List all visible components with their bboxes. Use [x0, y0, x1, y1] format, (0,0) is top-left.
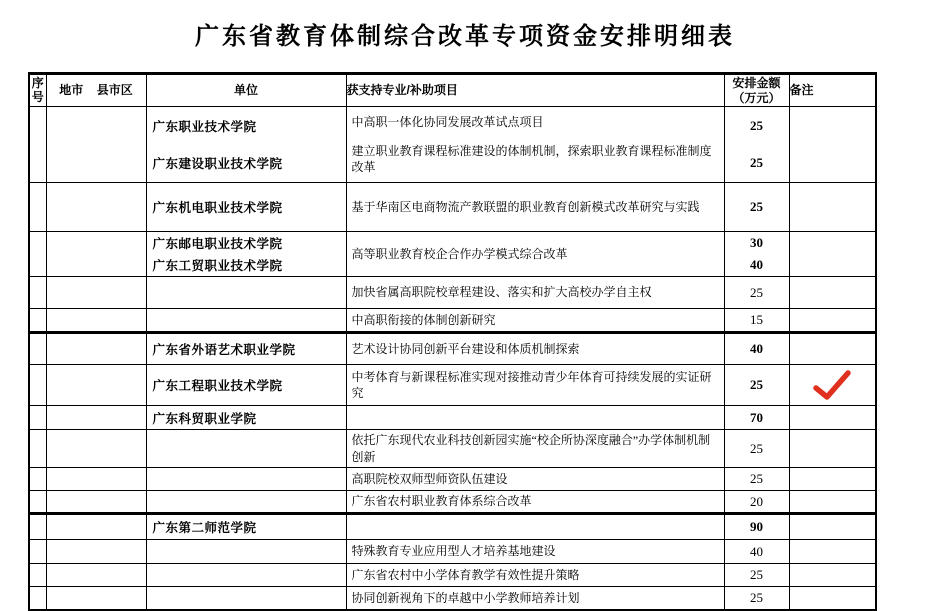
- unit-name: 广东机电职业技术学院: [152, 201, 283, 215]
- amount-value: 20: [750, 493, 763, 509]
- header-index: 序号: [29, 74, 46, 107]
- unit-name: 广东省外语艺术职业学院: [152, 343, 296, 357]
- cell-remark: [789, 564, 876, 587]
- project-name: 中高职衔接的体制创新研究: [351, 312, 496, 327]
- cell-project: [346, 232, 724, 277]
- project-name: 基于华南区电商物流产教联盟的职业教育创新模式改革研究与实践: [351, 199, 700, 214]
- cell-amount: [724, 365, 789, 406]
- header-unit: 单位: [146, 74, 346, 107]
- cell-amount: [724, 491, 789, 514]
- amount-value: 25: [750, 377, 763, 392]
- funding-table: [28, 72, 877, 611]
- cell-unit: [146, 406, 346, 430]
- cell-region: [46, 540, 146, 564]
- cell-remark: [789, 183, 876, 232]
- cell-index: [29, 107, 46, 183]
- cell-index: [29, 406, 46, 430]
- cell-amount: [724, 430, 789, 468]
- table-row: [29, 107, 876, 183]
- cell-index: [29, 183, 46, 232]
- amount-value: 25: [750, 117, 763, 133]
- cell-amount: [724, 107, 789, 183]
- unit-name: 广东建设职业技术学院: [152, 157, 283, 172]
- amount-value: 25: [750, 199, 763, 214]
- header-amount-line1: 安排金额: [732, 76, 781, 91]
- amount-value: 25: [750, 471, 763, 486]
- project-name: 中高职一体化协同发展改革试点项目: [351, 114, 544, 129]
- cell-unit: [146, 587, 346, 611]
- project-name: 加快省属高职院校章程建设、落实和扩大高校办学自主权: [351, 285, 652, 300]
- cell-remark: [789, 406, 876, 430]
- cell-project: [346, 491, 724, 514]
- cell-index: [29, 430, 46, 468]
- cell-region: [46, 406, 146, 430]
- unit-name: 广东工程职业技术学院: [152, 379, 283, 393]
- cell-amount: [724, 232, 789, 277]
- table-row: [29, 587, 876, 611]
- table-row: [29, 540, 876, 564]
- cell-remark: [789, 430, 876, 468]
- unit-name: 广东第二师范学院: [152, 521, 257, 535]
- cell-region: [46, 430, 146, 468]
- cell-unit: [146, 540, 346, 564]
- cell-index: [29, 587, 46, 611]
- cell-region: [46, 491, 146, 514]
- cell-region: [46, 468, 146, 491]
- cell-project: [346, 309, 724, 333]
- project-name: 艺术设计协同创新平台建设和体质机制探索: [351, 341, 580, 356]
- table-row: [29, 430, 876, 468]
- amount-value: 25: [750, 590, 763, 605]
- cell-amount: [724, 587, 789, 611]
- amount-value: 25: [750, 284, 763, 300]
- cell-remark: [789, 540, 876, 564]
- cell-remark: [789, 309, 876, 333]
- cell-project: [346, 514, 724, 540]
- cell-region: [46, 333, 146, 365]
- cell-unit: [146, 365, 346, 406]
- cell-index: [29, 333, 46, 365]
- project-name: 特殊教育专业应用型人才培养基地建设: [351, 544, 556, 559]
- cell-region: [46, 365, 146, 406]
- amount-value: 70: [750, 409, 763, 425]
- cell-remark: [789, 468, 876, 491]
- cell-unit: [146, 183, 346, 232]
- table-row: [29, 491, 876, 514]
- cell-index: [29, 491, 46, 514]
- cell-remark: [789, 232, 876, 277]
- cell-region: [46, 183, 146, 232]
- header-region: [46, 74, 146, 107]
- amount-value: 15: [750, 312, 763, 327]
- cell-unit: [146, 468, 346, 491]
- red-checkmark-icon: [790, 365, 876, 405]
- cell-amount: [724, 564, 789, 587]
- header-amount-line2: （万元）: [732, 90, 781, 105]
- project-name: 建立职业教育课程标准建设的体制机制，探索职业教育课程标准制度改革: [351, 144, 712, 175]
- unit-name: 广东邮电职业技术学院: [152, 237, 283, 251]
- cell-amount: [724, 309, 789, 333]
- cell-index: [29, 564, 46, 587]
- cell-remark: [789, 333, 876, 365]
- unit-name: 广东工贸职业技术学院: [152, 259, 283, 273]
- cell-project: [346, 333, 724, 365]
- cell-unit: [146, 277, 346, 309]
- cell-region: [46, 309, 146, 333]
- project-name: 广东省农村中小学体育教学有效性提升策略: [351, 567, 580, 582]
- header-county: 县市区: [96, 82, 133, 97]
- cell-remark: [789, 107, 876, 183]
- table-row: [29, 365, 876, 406]
- cell-project: [346, 183, 724, 232]
- cell-region: [46, 277, 146, 309]
- project-name: 高等职业教育校企合作办学模式综合改革: [351, 246, 568, 261]
- cell-project: [346, 587, 724, 611]
- table-row: [29, 277, 876, 309]
- cell-project: [346, 406, 724, 430]
- header-city: 地市: [59, 82, 84, 97]
- unit-name: 广东职业技术学院: [152, 119, 257, 134]
- cell-unit: [146, 232, 346, 277]
- header-row: [29, 74, 876, 107]
- cell-index: [29, 277, 46, 309]
- cell-index: [29, 232, 46, 277]
- project-name: 高职院校双师型师资队伍建设: [351, 471, 508, 486]
- table-row: [29, 183, 876, 232]
- header-amount: [724, 74, 789, 107]
- cell-region: [46, 564, 146, 587]
- cell-amount: [724, 406, 789, 430]
- table-row: [29, 564, 876, 587]
- cell-amount: [724, 468, 789, 491]
- cell-project: [346, 107, 724, 183]
- cell-amount: [724, 540, 789, 564]
- cell-remark: [789, 491, 876, 514]
- project-name: 中考体育与新课程标准实现对接推动青少年体育可持续发展的实证研究: [351, 369, 712, 400]
- cell-unit: [146, 107, 346, 183]
- header-project: 获支持专业/补助项目: [346, 74, 724, 107]
- cell-index: [29, 468, 46, 491]
- cell-region: [46, 107, 146, 183]
- table-row: [29, 309, 876, 333]
- cell-region: [46, 514, 146, 540]
- amount-value: 30: [750, 235, 763, 250]
- cell-index: [29, 540, 46, 564]
- cell-amount: [724, 277, 789, 309]
- table-row: [29, 232, 876, 277]
- cell-index: [29, 365, 46, 406]
- cell-remark: [789, 514, 876, 540]
- table-row: [29, 333, 876, 365]
- cell-remark: [789, 277, 876, 309]
- cell-project: [346, 540, 724, 564]
- cell-remark: [789, 365, 876, 406]
- amount-value: 40: [750, 543, 763, 559]
- cell-unit: [146, 564, 346, 587]
- cell-project: [346, 365, 724, 406]
- cell-region: [46, 587, 146, 611]
- table-row: [29, 514, 876, 540]
- cell-unit: [146, 309, 346, 333]
- header-remark: 备注: [789, 74, 876, 107]
- amount-value: 25: [750, 440, 763, 456]
- page-title: 广东省教育体制综合改革专项资金安排明细表: [195, 23, 735, 50]
- cell-project: [346, 564, 724, 587]
- cell-unit: [146, 333, 346, 365]
- amount-value: 40: [750, 341, 763, 356]
- amount-value: 90: [750, 519, 763, 534]
- table-row: [29, 468, 876, 491]
- cell-remark: [789, 587, 876, 611]
- project-name: 依托广东现代农业科技创新园实施“校企所协深度融合”办学体制机制创新: [351, 433, 711, 464]
- amount-value: 25: [750, 155, 763, 171]
- cell-unit: [146, 514, 346, 540]
- cell-project: [346, 468, 724, 491]
- cell-index: [29, 309, 46, 333]
- cell-region: [46, 232, 146, 277]
- project-name: 协同创新视角下的卓越中小学教师培养计划: [351, 590, 580, 605]
- table-body: [29, 107, 876, 611]
- cell-project: [346, 277, 724, 309]
- cell-amount: [724, 183, 789, 232]
- amount-value: 25: [750, 567, 763, 582]
- cell-index: [29, 514, 46, 540]
- unit-name: 广东科贸职业学院: [152, 411, 257, 426]
- cell-project: [346, 430, 724, 468]
- table-row: [29, 406, 876, 430]
- project-name: 广东省农村职业教育体系综合改革: [351, 494, 532, 509]
- cell-amount: [724, 514, 789, 540]
- cell-unit: [146, 430, 346, 468]
- cell-amount: [724, 333, 789, 365]
- cell-unit: [146, 491, 346, 514]
- amount-value: 40: [750, 257, 763, 272]
